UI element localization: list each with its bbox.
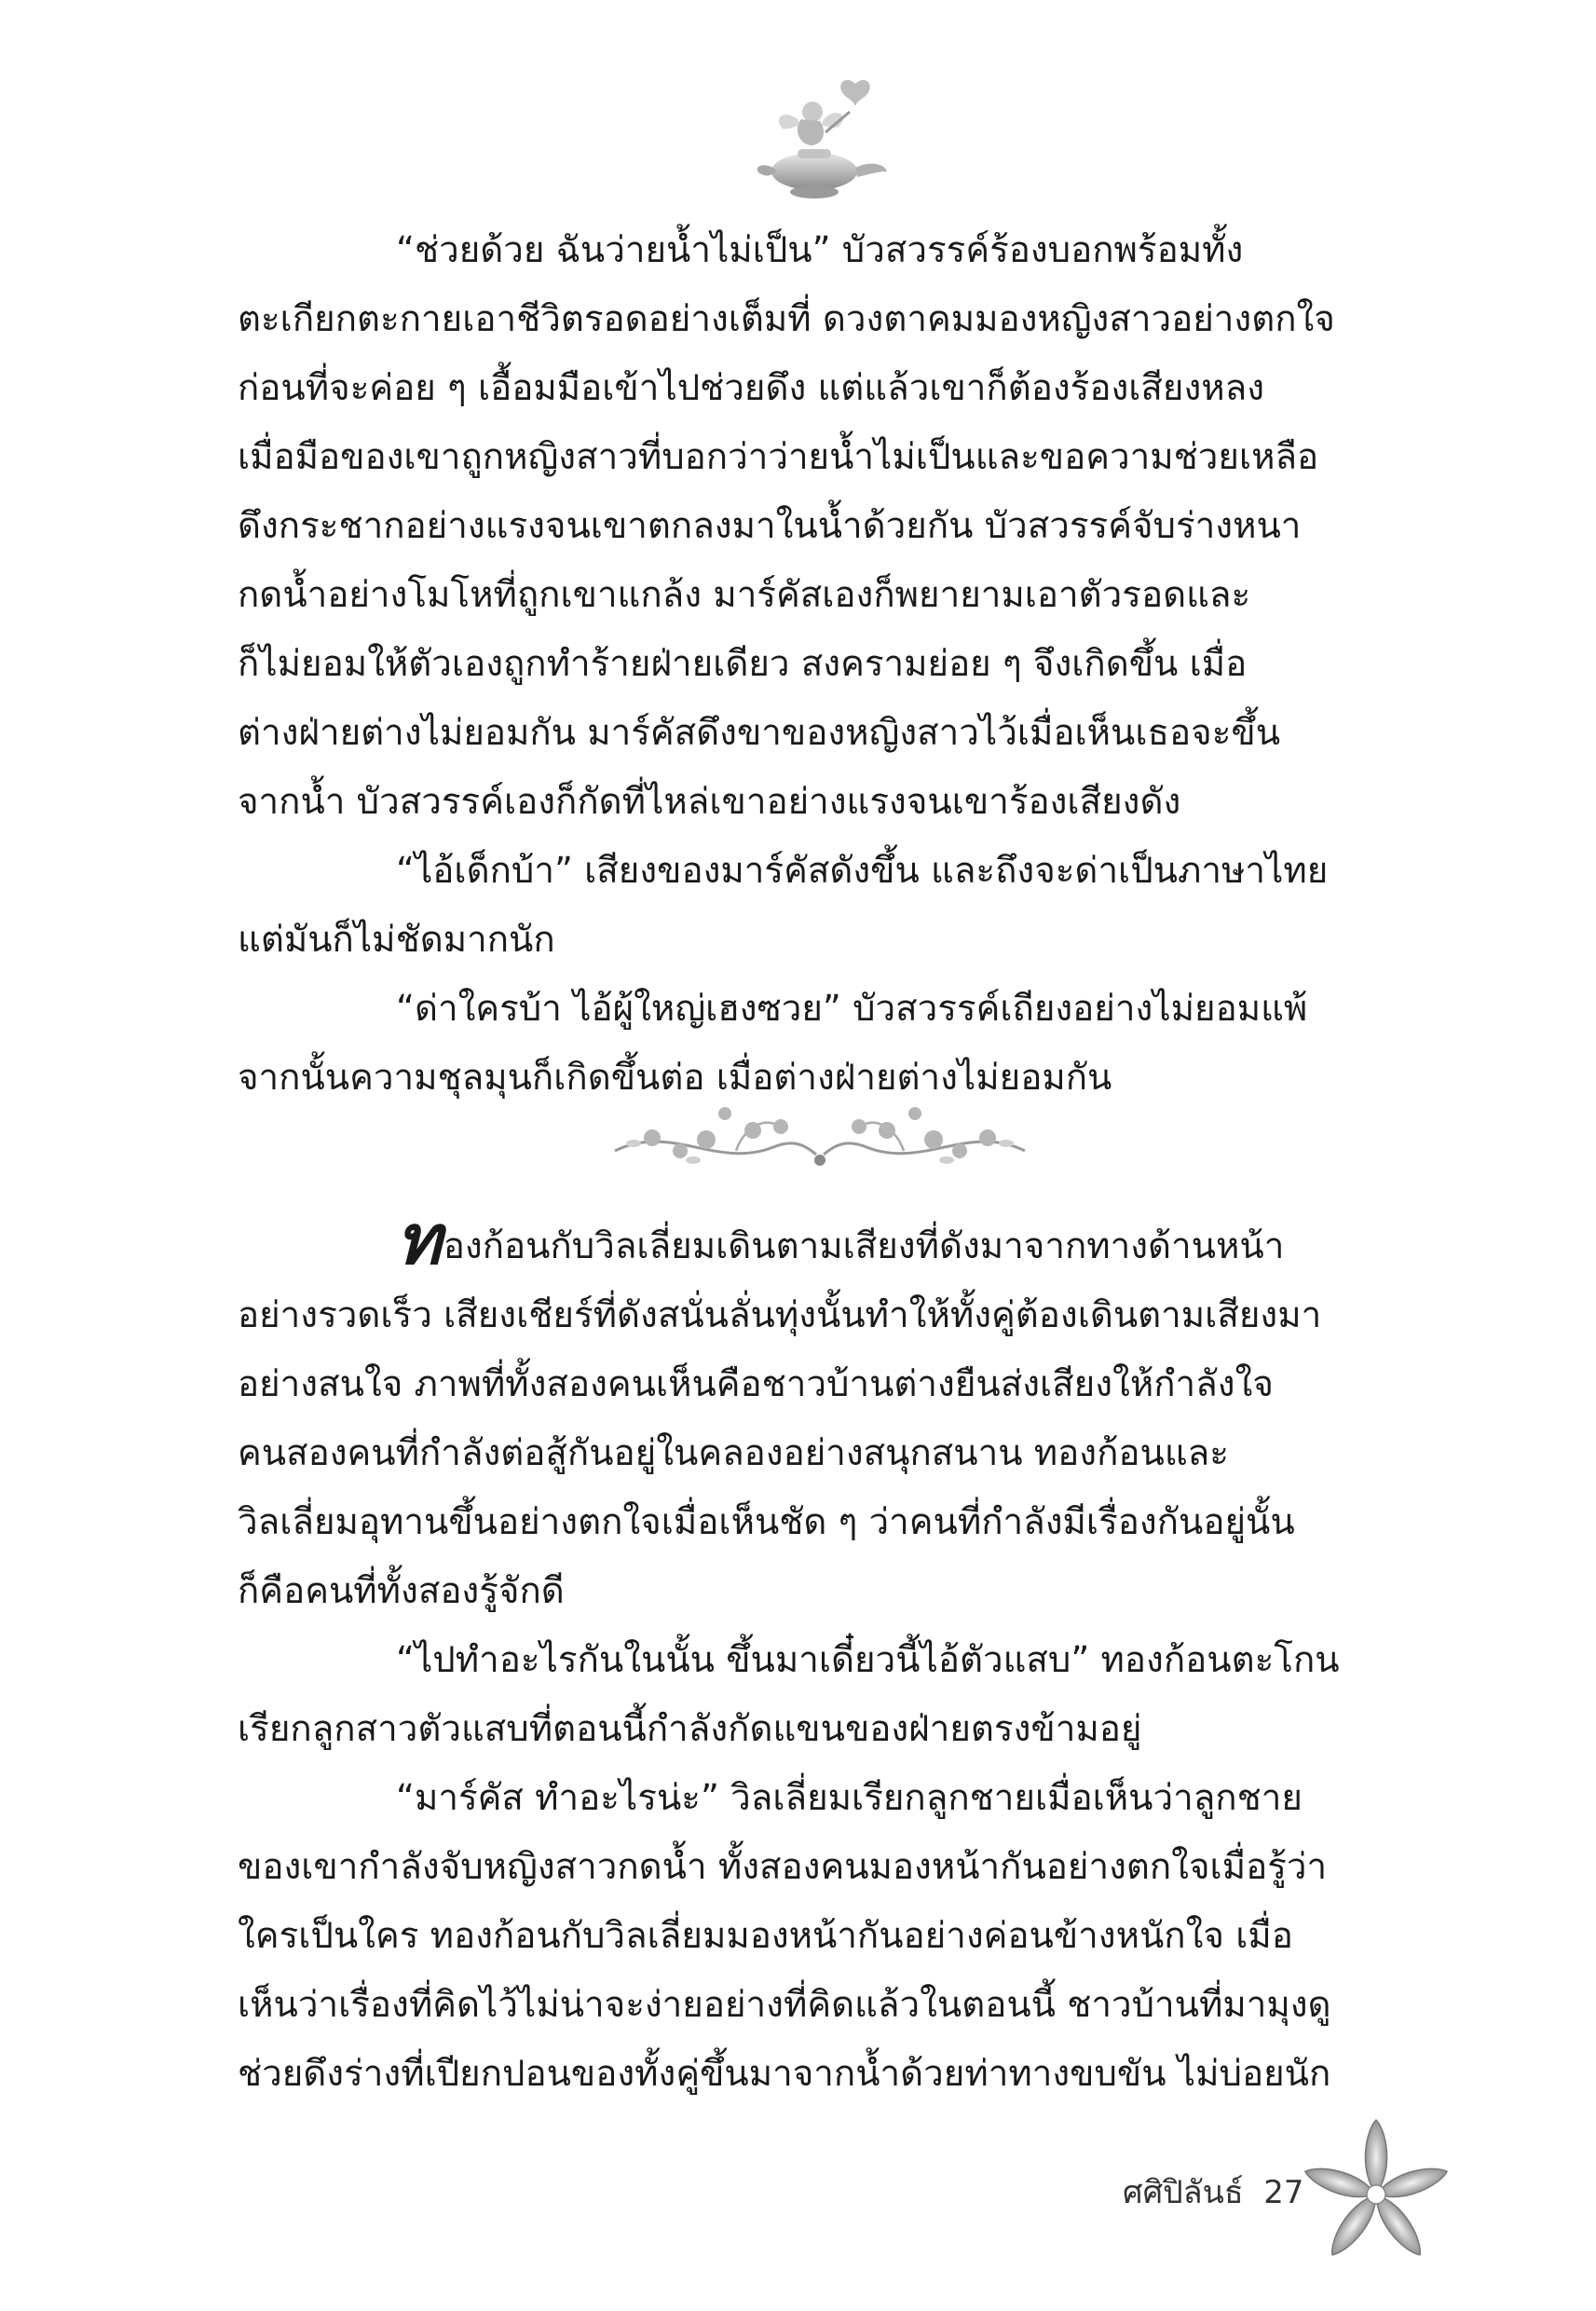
text-line (238, 423, 1412, 492)
line-text: อย่างสนใจ ภาพที่ทั้งสองคนเห็นคือชาวบ้านต่างยืนส่งเสียงให้กำลังใจ (238, 1363, 1274, 1405)
line-text: เรียกลูกสาวตัวแสบที่ตอนนี้กำลังกัดแขนของฝ่ายตรงข้ามอยู่ (238, 1708, 1142, 1750)
text-line (238, 216, 1412, 285)
text-line (238, 1902, 1412, 1971)
text-line (238, 492, 1412, 561)
line-text: “ด่าใครบ้า ไอ้ผู้ใหญ่เฮงซวย” บัวสวรรค์เถียงอย่างไม่ยอมแพ้ (396, 988, 1308, 1030)
line-text: “ไปทำอะไรกันในนั้น ขึ้นมาเดี๋ยวนี้ไอ้ตัวแสบ” ทองก้อนตะโกน (396, 1639, 1340, 1681)
text-line (238, 561, 1412, 630)
line-text: ต่างฝ่ายต่างไม่ยอมกัน มาร์คัสดึงขาของหญิงสาวไว้เมื่อเห็นเธอจะขึ้น (238, 712, 1281, 754)
text-line (238, 354, 1412, 423)
text-line (238, 1626, 1412, 1695)
text-line (238, 630, 1412, 699)
text-line (238, 1419, 1412, 1488)
flower-icon (1300, 2115, 1453, 2274)
line-text: “ไอ้เด็กบ้า” เสียงของมาร์คัสดังขึ้น และถึงจะด่าเป็นภาษาไทย (396, 850, 1329, 892)
line-text: ตะเกียกตะกายเอาชีวิตรอดอย่างเต็มที่ ดวงตาคมมองหญิงสาวอย่างตกใจ (238, 298, 1335, 340)
text-line (238, 1212, 1412, 1281)
text-line (238, 1971, 1412, 2040)
book-title: ศศิปิลันธ์ (1123, 2174, 1244, 2211)
text-block-2 (238, 1212, 1412, 2109)
text-line (238, 1833, 1412, 1902)
text-line (238, 699, 1412, 768)
genie-lamp-cupid-icon (745, 75, 894, 214)
line-text: ใครเป็นใคร ทองก้อนกับวิลเลี่ยมมองหน้ากันอย่างค่อนข้างหนักใจ เมื่อ (238, 1915, 1293, 1957)
text-line (238, 1557, 1412, 1626)
line-text: เมื่อมือของเขาถูกหญิงสาวที่บอกว่าว่ายน้ำไม่เป็นและขอความช่วยเหลือ (238, 436, 1319, 478)
drop-cap: ท (396, 1212, 442, 1280)
text-line (238, 1695, 1412, 1764)
line-text: อย่างรวดเร็ว เสียงเชียร์ที่ดังสนั่นลั่นทุ่งนั้นทำให้ทั้งคู่ต้องเดินตามเสียงมา (238, 1294, 1322, 1336)
text-line (238, 837, 1412, 906)
line-text: ช่วยดึงร่างที่เปียกปอนของทั้งคู่ขึ้นมาจากน้ำด้วยท่าทางขบขัน ไม่บ่อยนัก (238, 2053, 1331, 2095)
line-text: ก็ไม่ยอมให้ตัวเองถูกทำร้ายฝ่ายเดียว สงครามย่อย ๆ จึงเกิดขึ้น เมื่อ (238, 643, 1248, 685)
text-line (238, 975, 1412, 1044)
text-line (238, 1281, 1412, 1350)
text-line (238, 906, 1412, 975)
line-text: “ช่วยด้วย ฉันว่ายน้ำไม่เป็น” บัวสวรรค์ร้องบอกพร้อมทั้ง (396, 229, 1244, 271)
line-text: ของเขากำลังจับหญิงสาวกดน้ำ ทั้งสองคนมองหน้ากันอย่างตกใจเมื่อรู้ว่า (238, 1846, 1328, 1888)
page-number: 27 (1263, 2174, 1304, 2211)
line-text: แต่มันก็ไม่ชัดมากนัก (238, 919, 555, 961)
line-text: ก่อนที่จะค่อย ๆ เอื้อมมือเข้าไปช่วยดึง แต่แล้วเขาก็ต้องร้องเสียงหลง (238, 367, 1265, 409)
floral-vine-divider (596, 1086, 1044, 1197)
line-text: เห็นว่าเรื่องที่คิดไว้ไม่น่าจะง่ายอย่างที่คิดแล้วในตอนนี้ ชาวบ้านที่มามุงดู (238, 1984, 1331, 2026)
line-text: องก้อนกับวิลเลี่ยมเดินตามเสียงที่ดังมาจากทางด้านหน้า (443, 1225, 1285, 1267)
text-line (238, 768, 1412, 837)
text-line (238, 1350, 1412, 1419)
line-text: ก็คือคนที่ทั้งสองรู้จักดี (238, 1570, 565, 1612)
line-text: กดน้ำอย่างโมโหที่ถูกเขาแกล้ง มาร์คัสเองก็พยายามเอาตัวรอดและ (238, 574, 1251, 616)
line-text: คนสองคนที่กำลังต่อสู้กันอยู่ในคลองอย่างสนุกสนาน ทองก้อนและ (238, 1432, 1229, 1474)
text-line (238, 1488, 1412, 1557)
text-block-1 (238, 216, 1412, 1113)
line-text: วิลเลี่ยมอุทานขึ้นอย่างตกใจเมื่อเห็นชัด ๆ ว่าคนที่กำลังมีเรื่องกันอยู่นั้น (238, 1501, 1295, 1543)
line-text: จากน้ำ บัวสวรรค์เองก็กัดที่ไหล่เขาอย่างแรงจนเขาร้องเสียงดัง (238, 781, 1181, 823)
text-line (238, 285, 1412, 354)
line-text: จากนั้นความชุลมุนก็เกิดขึ้นต่อ เมื่อต่างฝ่ายต่างไม่ยอมกัน (238, 1057, 1112, 1099)
line-text: ดึงกระชากอย่างแรงจนเขาตกลงมาในน้ำด้วยกัน บัวสวรรค์จับร่างหนา (238, 505, 1302, 547)
page-footer (1123, 2167, 1303, 2217)
text-line (238, 2040, 1412, 2109)
line-text: “มาร์คัส ทำอะไรน่ะ” วิลเลี่ยมเรียกลูกชายเมื่อเห็นว่าลูกชาย (396, 1777, 1303, 1819)
text-line (238, 1764, 1412, 1833)
